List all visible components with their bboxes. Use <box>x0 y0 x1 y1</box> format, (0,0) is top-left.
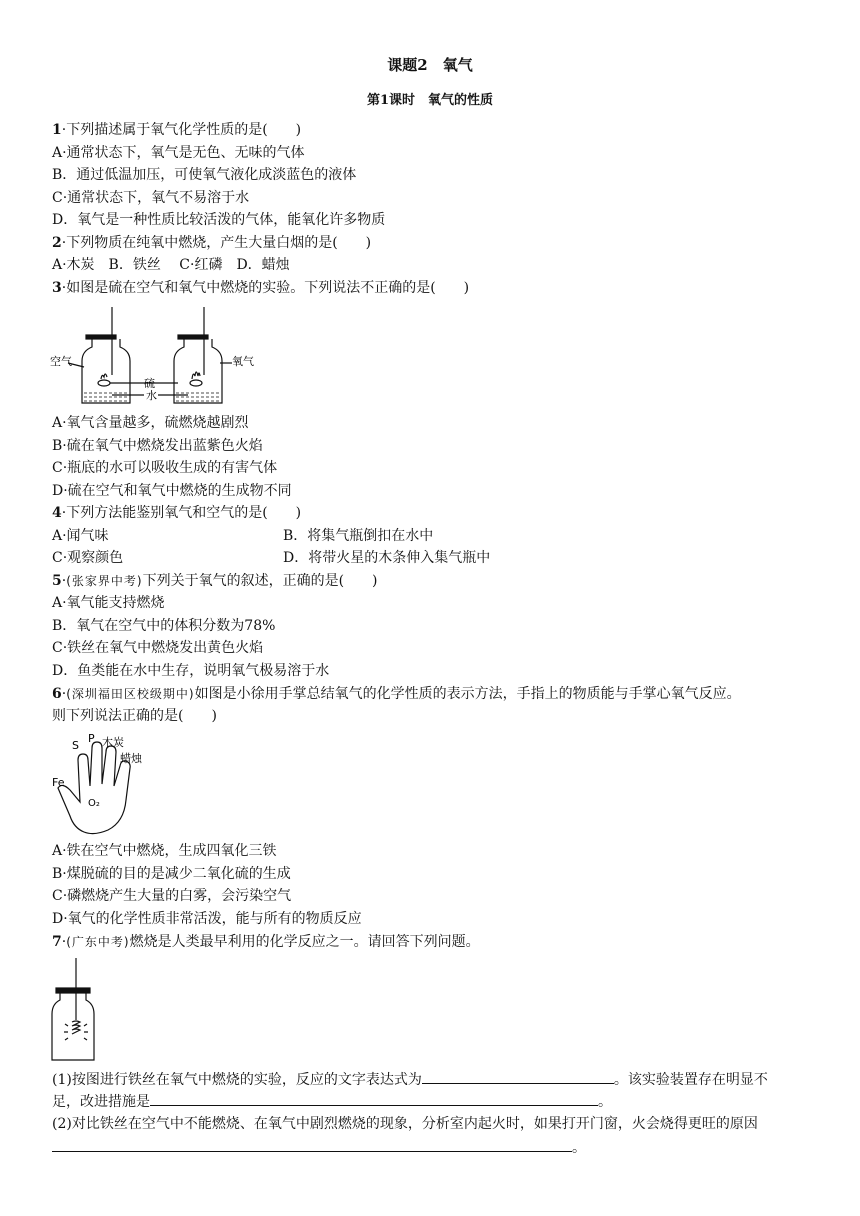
sub-question-2-line-1: (2)对比铁丝在空气中不能燃烧、在氧气中剧烈燃烧的现象，分析室内起火时，如果打开门窗，火会烧得更旺的原因 <box>52 1116 758 1132</box>
sub-question-2-line-2 <box>52 1137 586 1158</box>
option-text: C·磷燃烧产生大量的白雾，会污染空气 <box>52 888 292 904</box>
option-text: B．通过低温加压，可使氧气液化成淡蓝色的液体 <box>52 167 357 183</box>
question-text: (1)按图进行铁丝在氧气中燃烧的实验，反应的文字表达式为 <box>52 1072 422 1088</box>
question-2-stem <box>52 233 371 253</box>
option-text: A·通常状态下，氧气是无色、无味的气体 <box>52 145 305 161</box>
option-text: D．氧气是一种性质比较活泼的气体，能氧化许多物质 <box>52 212 386 228</box>
question-text: ·下列方法能鉴别氧气和空气的是( ) <box>61 505 302 521</box>
charcoal-label: 木炭 <box>102 736 124 749</box>
option-text: C·通常状态下，氧气不易溶于水 <box>52 190 250 206</box>
option-text: A·氧气含量越多，硫燃烧越剧烈 <box>52 415 249 431</box>
question-number: 6 <box>52 686 62 702</box>
sub-question-1-line-1 <box>52 1069 768 1090</box>
question-source: (深圳福田区校级期中) <box>66 687 195 701</box>
option-text: D·氧气的化学性质非常活泼，能与所有的物质反应 <box>52 911 362 927</box>
page-title: 课题2 氧气 <box>387 56 473 74</box>
water-label: 水 <box>146 389 157 402</box>
option-text: A·闻气味 <box>52 528 109 544</box>
question-number: 2 <box>52 235 62 251</box>
option-text: A·氧气能支持燃烧 <box>52 595 165 611</box>
answer-blank[interactable] <box>422 1069 614 1084</box>
option-text: D．鱼类能在水中生存，说明氧气极易溶于水 <box>52 663 330 679</box>
question-number: 5 <box>52 573 62 589</box>
question-number: 1 <box>52 122 62 138</box>
sulfur-label: 硫 <box>144 377 155 390</box>
oxygen-label: 氧气 <box>232 355 254 368</box>
question-text: ·下列描述属于氧气化学性质的是( ) <box>61 122 302 138</box>
option-text: C·观察颜色 <box>52 550 124 566</box>
question-text: 。该实验装置存在明显不 <box>613 1072 768 1088</box>
air-label: 空气 <box>50 355 72 368</box>
answer-blank[interactable] <box>52 1137 572 1152</box>
option-text: D．将带火星的木条伸入集气瓶中 <box>283 550 491 566</box>
option-text: B·硫在氧气中燃烧发出蓝紫色火焰 <box>52 438 263 454</box>
sub-question-1-line-2 <box>52 1091 612 1112</box>
sulfur-label: S <box>72 739 79 752</box>
question-4-stem <box>52 503 301 523</box>
question-text: 足，改进措施是 <box>52 1094 150 1110</box>
question-7-stem: 7·(广东中考)燃烧是人类最早利用的化学反应之一。请回答下列问题。 <box>52 934 480 950</box>
option-text: B·煤脱硫的目的是减少二氧化硫的生成 <box>52 866 291 882</box>
iron-label: Fe <box>52 776 65 789</box>
question-number: 4 <box>52 505 62 521</box>
question-5-stem: 5·(张家界中考)下列关于氧气的叙述，正确的是( ) <box>52 573 378 589</box>
question-source: (广东中考) <box>66 935 130 949</box>
option-text: C·铁丝在氧气中燃烧发出黄色火焰 <box>52 640 264 656</box>
question-text: 如图是小徐用手掌总结氧气的化学性质的表示方法，手指上的物质能与手掌心氧气反应。 <box>194 686 741 702</box>
iron-wire-bottle-figure <box>48 956 108 1064</box>
answer-blank[interactable] <box>150 1091 598 1106</box>
question-text: 燃烧是人类最早利用的化学反应之一。请回答下列问题。 <box>129 934 480 950</box>
question-6-stem: 6·(深圳福田区校级期中)如图是小徐用手掌总结氧气的化学性质的表示方法，手指上的物质能与手掌心氧气反应。 <box>52 686 741 702</box>
question-text: 下列关于氧气的叙述，正确的是( ) <box>142 573 378 589</box>
page-subtitle: 第1课时 氧气的性质 <box>366 93 494 108</box>
question-number: 7 <box>52 934 62 950</box>
option-text: B．将集气瓶倒扣在水中 <box>283 528 434 544</box>
oxygen-label: O₂ <box>88 798 100 809</box>
question-text: 。 <box>572 1140 586 1156</box>
question-text: ·下列物质在纯氧中燃烧，产生大量白烟的是( ) <box>61 235 372 251</box>
hand-diagram-figure <box>48 730 158 838</box>
option-text: A·木炭 B．铁丝 C·红磷 D．蜡烛 <box>52 257 290 273</box>
phosphorus-label: P <box>88 732 95 745</box>
candle-label: 蜡烛 <box>120 752 142 765</box>
option-text: B．氧气在空气中的体积分数为78% <box>52 618 276 634</box>
question-1-stem <box>52 120 301 140</box>
question-text: ·如图是硫在空气和氧气中燃烧的实验。下列说法不正确的是( ) <box>61 280 470 296</box>
question-text: 。 <box>598 1094 612 1110</box>
sulfur-combustion-figure <box>48 305 258 407</box>
question-number: 3 <box>52 280 62 296</box>
question-3-stem <box>52 278 469 298</box>
option-text: A·铁在空气中燃烧，生成四氧化三铁 <box>52 843 277 859</box>
question-text: 则下列说法正确的是( ) <box>52 708 217 724</box>
question-source: (张家界中考) <box>66 574 143 588</box>
option-text: C·瓶底的水可以吸收生成的有害气体 <box>52 460 278 476</box>
option-text: D·硫在空气和氧气中燃烧的生成物不同 <box>52 483 292 499</box>
